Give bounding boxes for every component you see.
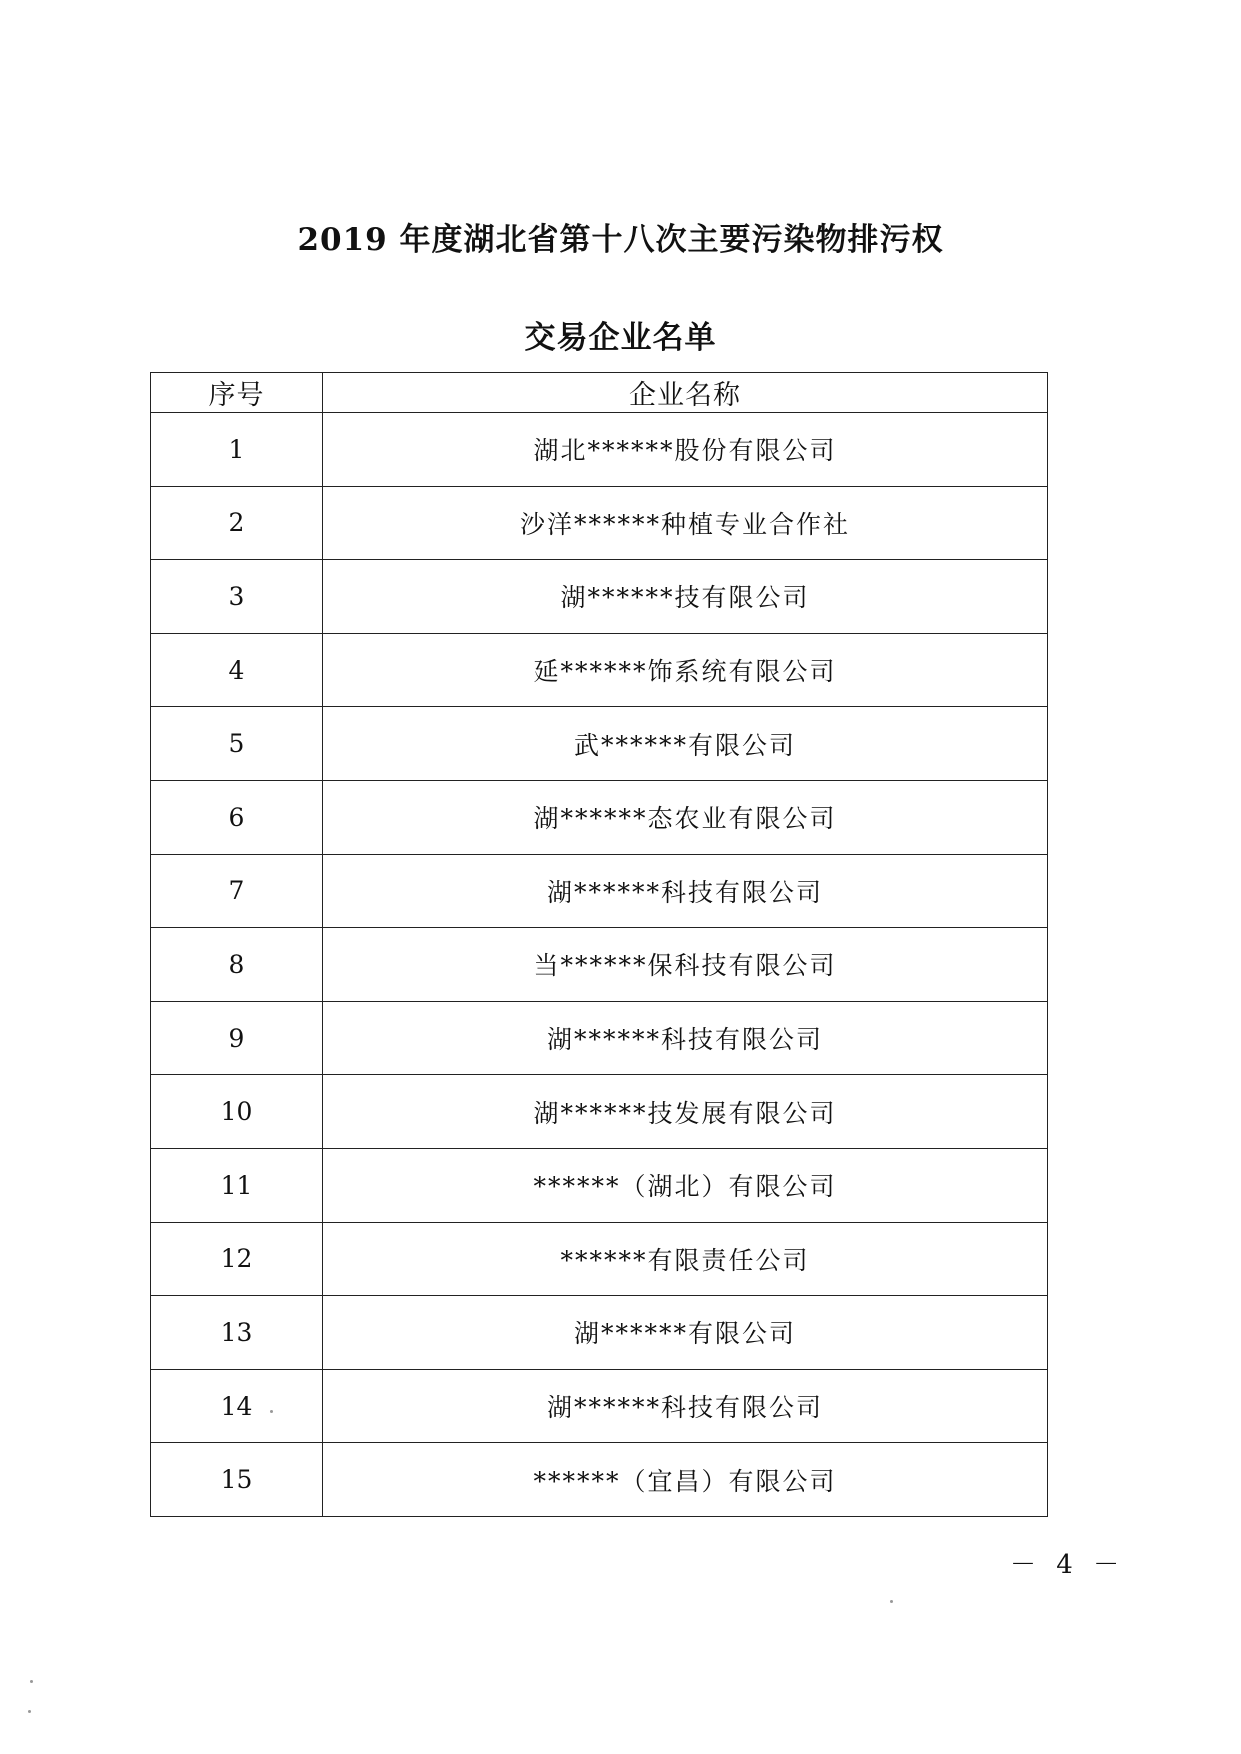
row-company-name: 湖北******股份有限公司 — [323, 413, 1048, 487]
table-row — [151, 1148, 1048, 1222]
table-row — [151, 854, 1048, 928]
scan-speck — [270, 1410, 273, 1413]
row-index: 13 — [151, 1296, 323, 1370]
table-header-row — [151, 373, 1048, 413]
row-company-name: 沙洋******种植专业合作社 — [323, 486, 1048, 560]
row-index: 10 — [151, 1075, 323, 1149]
scan-speck — [28, 1710, 31, 1713]
row-index: 8 — [151, 928, 323, 1002]
table-row — [151, 1296, 1048, 1370]
row-index: 6 — [151, 780, 323, 854]
document-title-line-2: 交易企业名单 — [524, 320, 717, 356]
row-index: 12 — [151, 1222, 323, 1296]
table-row — [151, 1222, 1048, 1296]
row-company-name: 湖******技发展有限公司 — [323, 1075, 1048, 1149]
row-company-name: ******（宜昌）有限公司 — [323, 1443, 1048, 1517]
row-company-name: 湖******科技有限公司 — [323, 1001, 1048, 1075]
table-row — [151, 1443, 1048, 1517]
scan-speck — [890, 1600, 893, 1603]
table-row — [151, 1369, 1048, 1443]
row-company-name: 延******饰系统有限公司 — [323, 633, 1048, 707]
scan-speck — [30, 1680, 33, 1683]
row-company-name: 湖******技有限公司 — [323, 560, 1048, 634]
header-company-name: 企业名称 — [323, 373, 1048, 413]
row-index: 2 — [151, 486, 323, 560]
row-company-name: ******有限责任公司 — [323, 1222, 1048, 1296]
table-row — [151, 486, 1048, 560]
row-index: 11 — [151, 1148, 323, 1222]
page-number: － 4 － — [1010, 1550, 1126, 1580]
row-index: 5 — [151, 707, 323, 781]
header-index: 序号 — [151, 373, 323, 413]
table-row — [151, 413, 1048, 487]
row-index: 14 — [151, 1369, 323, 1443]
row-index: 15 — [151, 1443, 323, 1517]
table-row — [151, 1001, 1048, 1075]
row-company-name: ******（湖北）有限公司 — [323, 1148, 1048, 1222]
row-company-name: 湖******有限公司 — [323, 1296, 1048, 1370]
company-list-table — [150, 372, 1048, 1517]
table-row — [151, 633, 1048, 707]
row-company-name: 湖******科技有限公司 — [323, 1369, 1048, 1443]
row-company-name: 湖******科技有限公司 — [323, 854, 1048, 928]
row-index: 4 — [151, 633, 323, 707]
table-row — [151, 928, 1048, 1002]
table-row — [151, 560, 1048, 634]
table-row — [151, 780, 1048, 854]
document-title-line-1: 2019 年度湖北省第十八次主要污染物排污权 — [297, 222, 944, 258]
table-row — [151, 1075, 1048, 1149]
row-company-name: 当******保科技有限公司 — [323, 928, 1048, 1002]
row-index: 3 — [151, 560, 323, 634]
table-row — [151, 707, 1048, 781]
row-index: 1 — [151, 413, 323, 487]
row-index: 7 — [151, 854, 323, 928]
row-company-name: 武******有限公司 — [323, 707, 1048, 781]
row-company-name: 湖******态农业有限公司 — [323, 780, 1048, 854]
row-index: 9 — [151, 1001, 323, 1075]
